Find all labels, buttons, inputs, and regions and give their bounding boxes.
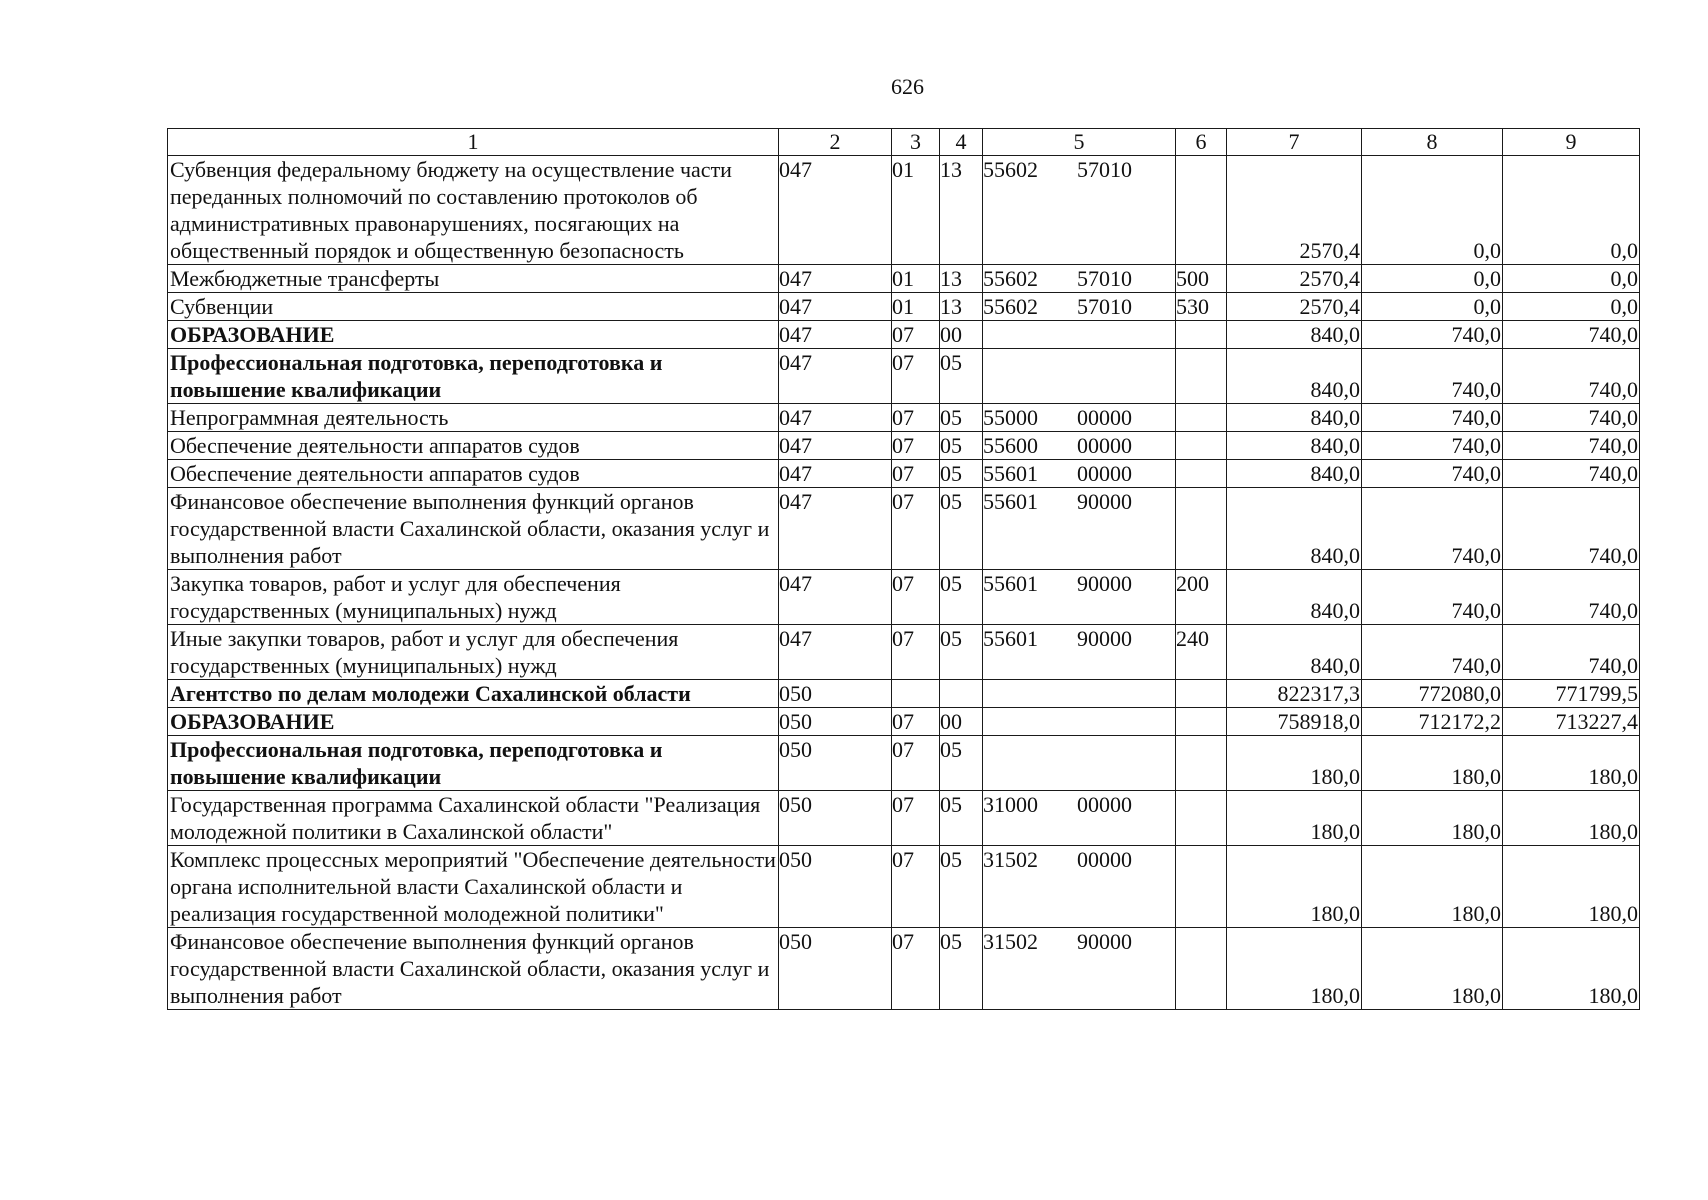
expense-type-cell: 500: [1176, 265, 1227, 293]
target-article-cell: [983, 156, 1176, 265]
amount-cell: 740,0: [1362, 460, 1503, 488]
table-row: [168, 846, 1640, 928]
target-article-cell: [983, 570, 1176, 625]
code-cell: 07: [892, 488, 940, 570]
header-cell: 8: [1362, 129, 1503, 156]
amount-cell: 840,0: [1227, 321, 1362, 349]
amount-cell: 740,0: [1503, 625, 1640, 680]
amount-cell: 758918,0: [1227, 708, 1362, 736]
row-name: Финансовое обеспечение выполнения функций органов государственной власти Сахалинской области, оказания услуг и выполнения работ: [168, 488, 779, 570]
row-name: Иные закупки товаров, работ и услуг для обеспечения государственных (муниципальных) нужд: [168, 625, 779, 680]
code-cell: 07: [892, 404, 940, 432]
amount-cell: 740,0: [1503, 488, 1640, 570]
code-cell: 05: [940, 791, 983, 846]
expense-type-cell: [1176, 791, 1227, 846]
table-row: [168, 488, 1640, 570]
code-cell: 01: [892, 293, 940, 321]
header-cell: 4: [940, 129, 983, 156]
table-row: [168, 791, 1640, 846]
row-name: Субвенции: [168, 293, 779, 321]
target-article-part2: 00000: [1077, 405, 1132, 430]
target-article-cell: [983, 625, 1176, 680]
target-article-cell: [983, 265, 1176, 293]
expense-type-cell: [1176, 404, 1227, 432]
row-name: Межбюджетные трансферты: [168, 265, 779, 293]
target-article-part2: 00000: [1077, 792, 1132, 817]
target-article-cell: [983, 846, 1176, 928]
target-article-cell: [983, 680, 1176, 708]
amount-cell: 840,0: [1227, 488, 1362, 570]
amount-cell: 180,0: [1362, 791, 1503, 846]
amount-cell: 740,0: [1362, 349, 1503, 404]
expense-type-cell: [1176, 488, 1227, 570]
amount-cell: 840,0: [1227, 349, 1362, 404]
target-article-part1: 55601: [983, 626, 1038, 651]
amount-cell: 2570,4: [1227, 293, 1362, 321]
amount-cell: 180,0: [1227, 928, 1362, 1010]
target-article-part1: 31502: [983, 929, 1038, 954]
code-cell: 05: [940, 488, 983, 570]
expense-type-cell: [1176, 432, 1227, 460]
target-article-part2: 00000: [1077, 461, 1132, 486]
code-cell: 07: [892, 460, 940, 488]
table-row: [168, 293, 1640, 321]
amount-cell: 772080,0: [1362, 680, 1503, 708]
code-cell: 00: [940, 708, 983, 736]
amount-cell: 822317,3: [1227, 680, 1362, 708]
code-cell: 07: [892, 321, 940, 349]
code-cell: 047: [779, 293, 892, 321]
target-article-cell: [983, 791, 1176, 846]
table-row: [168, 736, 1640, 791]
expense-type-cell: [1176, 321, 1227, 349]
code-cell: 047: [779, 460, 892, 488]
table-row: [168, 570, 1640, 625]
code-cell: 047: [779, 570, 892, 625]
row-name: Профессиональная подготовка, переподготовка и повышение квалификации: [168, 736, 779, 791]
target-article-part1: 55601: [983, 461, 1038, 486]
amount-cell: 180,0: [1362, 846, 1503, 928]
amount-cell: 0,0: [1503, 156, 1640, 265]
amount-cell: 180,0: [1227, 846, 1362, 928]
code-cell: [940, 680, 983, 708]
amount-cell: 740,0: [1362, 625, 1503, 680]
amount-cell: 180,0: [1227, 791, 1362, 846]
header-cell: 5: [983, 129, 1176, 156]
table-row: [168, 432, 1640, 460]
target-article-cell: [983, 736, 1176, 791]
code-cell: 07: [892, 432, 940, 460]
table-row: [168, 928, 1640, 1010]
target-article-part2: 90000: [1077, 571, 1132, 596]
amount-cell: 840,0: [1227, 404, 1362, 432]
amount-cell: 740,0: [1503, 570, 1640, 625]
expense-type-cell: [1176, 349, 1227, 404]
row-name: Агентство по делам молодежи Сахалинской области: [168, 680, 779, 708]
header-cell: 6: [1176, 129, 1227, 156]
target-article-part1: 55600: [983, 433, 1038, 458]
target-article-part1: 55602: [983, 157, 1038, 182]
code-cell: 07: [892, 791, 940, 846]
amount-cell: 713227,4: [1503, 708, 1640, 736]
code-cell: [892, 680, 940, 708]
code-cell: 050: [779, 708, 892, 736]
header-cell: 7: [1227, 129, 1362, 156]
table-row: [168, 404, 1640, 432]
table-row: [168, 460, 1640, 488]
amount-cell: 840,0: [1227, 432, 1362, 460]
code-cell: 047: [779, 404, 892, 432]
target-article-part2: 90000: [1077, 626, 1132, 651]
code-cell: 13: [940, 293, 983, 321]
amount-cell: 180,0: [1362, 736, 1503, 791]
target-article-part1: 55000: [983, 405, 1038, 430]
amount-cell: 740,0: [1362, 432, 1503, 460]
amount-cell: 180,0: [1503, 846, 1640, 928]
target-article-cell: [983, 404, 1176, 432]
expense-type-cell: 530: [1176, 293, 1227, 321]
header-cell: 2: [779, 129, 892, 156]
target-article-cell: [983, 488, 1176, 570]
code-cell: 047: [779, 156, 892, 265]
amount-cell: 0,0: [1362, 293, 1503, 321]
target-article-part2: 00000: [1077, 847, 1132, 872]
row-name: Субвенция федеральному бюджету на осуществление части переданных полномочий по составлению протоколов об административных правонарушениях, посягающих на общественный порядок и общественную безопасность: [168, 156, 779, 265]
target-article-part1: 55601: [983, 571, 1038, 596]
amount-cell: 0,0: [1503, 293, 1640, 321]
table-row: [168, 349, 1640, 404]
table-row: [168, 321, 1640, 349]
amount-cell: 0,0: [1503, 265, 1640, 293]
amount-cell: 740,0: [1503, 460, 1640, 488]
target-article-cell: [983, 321, 1176, 349]
amount-cell: 771799,5: [1503, 680, 1640, 708]
row-name: Комплекс процессных мероприятий "Обеспечение деятельности органа исполнительной власти Сахалинской области и реализация государственной молодежной политики": [168, 846, 779, 928]
target-article-part1: 55602: [983, 266, 1038, 291]
row-name: Обеспечение деятельности аппаратов судов: [168, 432, 779, 460]
amount-cell: 840,0: [1227, 625, 1362, 680]
target-article-cell: [983, 432, 1176, 460]
amount-cell: 740,0: [1362, 321, 1503, 349]
table-row: [168, 265, 1640, 293]
target-article-cell: [983, 293, 1176, 321]
amount-cell: 0,0: [1362, 265, 1503, 293]
code-cell: 07: [892, 928, 940, 1010]
amount-cell: 0,0: [1362, 156, 1503, 265]
budget-table: [167, 128, 1640, 1010]
expense-type-cell: [1176, 846, 1227, 928]
expense-type-cell: 200: [1176, 570, 1227, 625]
header-cell: 1: [168, 129, 779, 156]
code-cell: 07: [892, 846, 940, 928]
row-name: Обеспечение деятельности аппаратов судов: [168, 460, 779, 488]
target-article-part1: 55601: [983, 489, 1038, 514]
code-cell: 05: [940, 404, 983, 432]
amount-cell: 180,0: [1362, 928, 1503, 1010]
amount-cell: 840,0: [1227, 570, 1362, 625]
expense-type-cell: [1176, 156, 1227, 265]
target-article-part1: 55602: [983, 294, 1038, 319]
target-article-part1: 31502: [983, 847, 1038, 872]
row-name: Непрограммная деятельность: [168, 404, 779, 432]
header-cell: 3: [892, 129, 940, 156]
target-article-part2: 57010: [1077, 294, 1132, 319]
expense-type-cell: [1176, 736, 1227, 791]
amount-cell: 740,0: [1503, 349, 1640, 404]
expense-type-cell: 240: [1176, 625, 1227, 680]
code-cell: 05: [940, 460, 983, 488]
amount-cell: 180,0: [1503, 928, 1640, 1010]
amount-cell: 740,0: [1362, 570, 1503, 625]
code-cell: 01: [892, 156, 940, 265]
code-cell: 05: [940, 349, 983, 404]
table-row: [168, 708, 1640, 736]
code-cell: 050: [779, 680, 892, 708]
amount-cell: 740,0: [1503, 321, 1640, 349]
page-number: 626: [891, 74, 924, 99]
code-cell: 047: [779, 488, 892, 570]
amount-cell: 180,0: [1503, 736, 1640, 791]
target-article-part2: 90000: [1077, 929, 1132, 954]
target-article-cell: [983, 460, 1176, 488]
expense-type-cell: [1176, 708, 1227, 736]
table-row: [168, 156, 1640, 265]
amount-cell: 740,0: [1362, 488, 1503, 570]
code-cell: 047: [779, 625, 892, 680]
code-cell: 047: [779, 321, 892, 349]
code-cell: 07: [892, 349, 940, 404]
row-name: ОБРАЗОВАНИЕ: [168, 708, 779, 736]
code-cell: 05: [940, 570, 983, 625]
amount-cell: 180,0: [1503, 791, 1640, 846]
code-cell: 050: [779, 791, 892, 846]
code-cell: 05: [940, 928, 983, 1010]
amount-cell: 740,0: [1503, 404, 1640, 432]
amount-cell: 740,0: [1362, 404, 1503, 432]
target-article-part2: 00000: [1077, 433, 1132, 458]
code-cell: 050: [779, 736, 892, 791]
code-cell: 050: [779, 846, 892, 928]
table-row: [168, 680, 1640, 708]
amount-cell: 712172,2: [1362, 708, 1503, 736]
header-cell: 9: [1503, 129, 1640, 156]
code-cell: 13: [940, 156, 983, 265]
expense-type-cell: [1176, 460, 1227, 488]
code-cell: 05: [940, 625, 983, 680]
code-cell: 047: [779, 432, 892, 460]
row-name: Профессиональная подготовка, переподготовка и повышение квалификации: [168, 349, 779, 404]
target-article-part2: 90000: [1077, 489, 1132, 514]
table-row: [168, 625, 1640, 680]
amount-cell: 180,0: [1227, 736, 1362, 791]
code-cell: 05: [940, 736, 983, 791]
code-cell: 05: [940, 846, 983, 928]
row-name: Закупка товаров, работ и услуг для обеспечения государственных (муниципальных) нужд: [168, 570, 779, 625]
code-cell: 07: [892, 570, 940, 625]
expense-type-cell: [1176, 680, 1227, 708]
code-cell: 047: [779, 265, 892, 293]
row-name: Финансовое обеспечение выполнения функций органов государственной власти Сахалинской области, оказания услуг и выполнения работ: [168, 928, 779, 1010]
code-cell: 07: [892, 708, 940, 736]
target-article-part1: 31000: [983, 792, 1038, 817]
code-cell: 047: [779, 349, 892, 404]
target-article-part2: 57010: [1077, 266, 1132, 291]
target-article-cell: [983, 349, 1176, 404]
row-name: ОБРАЗОВАНИЕ: [168, 321, 779, 349]
code-cell: 07: [892, 625, 940, 680]
code-cell: 01: [892, 265, 940, 293]
code-cell: 00: [940, 321, 983, 349]
target-article-cell: [983, 928, 1176, 1010]
header-row: [168, 129, 1640, 156]
code-cell: 05: [940, 432, 983, 460]
target-article-part2: 57010: [1077, 157, 1132, 182]
amount-cell: 2570,4: [1227, 265, 1362, 293]
amount-cell: 840,0: [1227, 460, 1362, 488]
expense-type-cell: [1176, 928, 1227, 1010]
code-cell: 07: [892, 736, 940, 791]
code-cell: 13: [940, 265, 983, 293]
target-article-cell: [983, 708, 1176, 736]
code-cell: 050: [779, 928, 892, 1010]
row-name: Государственная программа Сахалинской области "Реализация молодежной политики в Сахалинской области": [168, 791, 779, 846]
amount-cell: 740,0: [1503, 432, 1640, 460]
amount-cell: 2570,4: [1227, 156, 1362, 265]
